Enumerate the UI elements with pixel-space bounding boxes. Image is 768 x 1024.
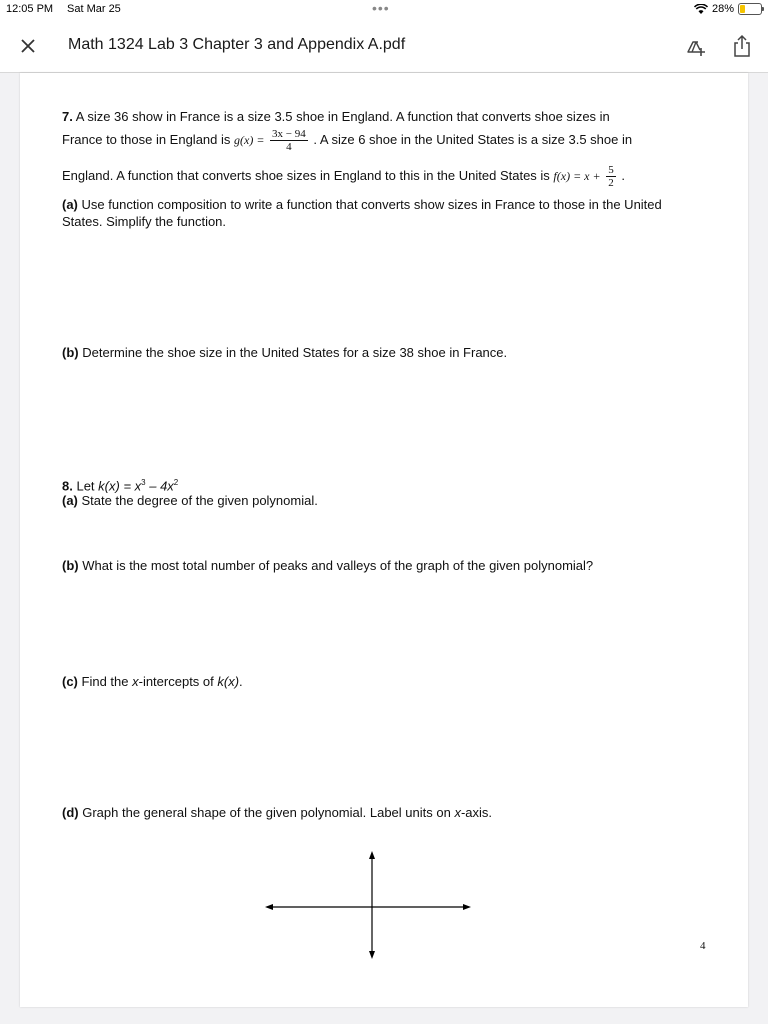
k-exponent-2: 2: [173, 478, 179, 487]
q8-c-text-pre: Find the: [81, 674, 133, 689]
y-axis-top-arrow: [369, 851, 375, 859]
status-time: 12:05 PM: [6, 3, 54, 15]
battery-percent: 28%: [711, 3, 734, 15]
document-title: Math 1324 Lab 3 Chapter 3 and Appendix A.pdf: [68, 36, 406, 53]
q7-text-2: France to those in England is: [62, 131, 234, 147]
f-denominator: 2: [608, 177, 614, 189]
q8-a-text: State the degree of the given polynomial.: [81, 493, 318, 508]
multitasking-dots[interactable]: •••: [372, 0, 390, 16]
q7-line2: [62, 128, 722, 153]
q7-a-label: (a): [62, 197, 78, 212]
f-function-lhs: f(x) = x +: [553, 168, 601, 183]
share-icon[interactable]: [730, 34, 754, 58]
q7-text-5: .: [621, 167, 625, 183]
q7-line1: [62, 108, 702, 125]
q8-c-text-post: .: [239, 674, 243, 689]
q8-c-label: (c): [62, 674, 78, 689]
g-denominator: 4: [286, 141, 292, 153]
x-axis-left-arrow: [265, 904, 273, 910]
q8-d-text-post: -axis.: [460, 805, 492, 820]
q8-part-c: [62, 673, 702, 690]
q8-number: 8.: [62, 478, 73, 494]
q7-part-a: [62, 196, 692, 230]
q8-part-d: [62, 804, 702, 821]
q8-d-text-pre: Graph the general shape of the given polynomial. Label units on: [82, 805, 455, 820]
q8-part-b: [62, 557, 712, 574]
q8-b-label: (b): [62, 558, 79, 573]
document-header: [0, 20, 768, 73]
battery-icon: [738, 3, 762, 15]
q8-c-text-mid: -intercepts of: [138, 674, 218, 689]
q8-c-x: x: [132, 674, 139, 689]
q7-line3: [62, 164, 722, 189]
q7-b-text: Determine the shoe size in the United States for a size 38 shoe in France.: [82, 345, 508, 360]
f-fraction: [606, 164, 616, 189]
g-numerator: 3x − 94: [272, 128, 306, 140]
blank-coordinate-axes: [265, 851, 471, 959]
q7-text-3: . A size 6 shoe in the United States is a size 3.5 shoe in: [313, 131, 633, 147]
q7-text-4: England. A function that converts shoe sizes in England to this in the United States is: [62, 167, 554, 183]
q8-a-label: (a): [62, 493, 78, 508]
q8-c-k: k(x): [217, 674, 240, 689]
page-number: 4: [700, 940, 706, 952]
q7-text-1: A size 36 show in France is a size 3.5 shoe in England. A function that converts shoe sizes in: [75, 109, 610, 124]
status-bar: [0, 0, 768, 20]
q8-b-text: What is the most total number of peaks and valleys of the graph of the given polynomial?: [82, 558, 594, 573]
q7-a-text: Use function composition to write a function that converts show sizes in France to those in the United States. Simplify the function.: [62, 197, 662, 229]
y-axis-bottom-arrow: [369, 951, 375, 959]
pdf-page: [20, 73, 748, 1007]
wifi-icon: [694, 4, 708, 15]
status-date: Sat Mar 25: [67, 3, 121, 15]
k-definition-mid: – 4x: [145, 478, 174, 494]
x-axis-right-arrow: [463, 904, 471, 910]
q7-part-b: [62, 344, 702, 361]
q7-b-label: (b): [62, 345, 79, 360]
close-icon[interactable]: [16, 34, 40, 58]
q8-d-label: (d): [62, 805, 79, 820]
k-exponent-3: 3: [141, 478, 146, 487]
add-to-drive-icon[interactable]: [684, 34, 708, 58]
f-numerator: 5: [608, 164, 614, 176]
status-right: [694, 3, 762, 15]
g-function-lhs: g(x) =: [234, 132, 265, 147]
q7-number: 7.: [62, 109, 73, 124]
q8-d-x: x: [454, 805, 461, 820]
q8-let: Let: [76, 478, 95, 494]
k-definition: k(x) = x: [98, 478, 142, 494]
q8-part-a: [62, 492, 702, 509]
g-fraction: [270, 128, 308, 153]
